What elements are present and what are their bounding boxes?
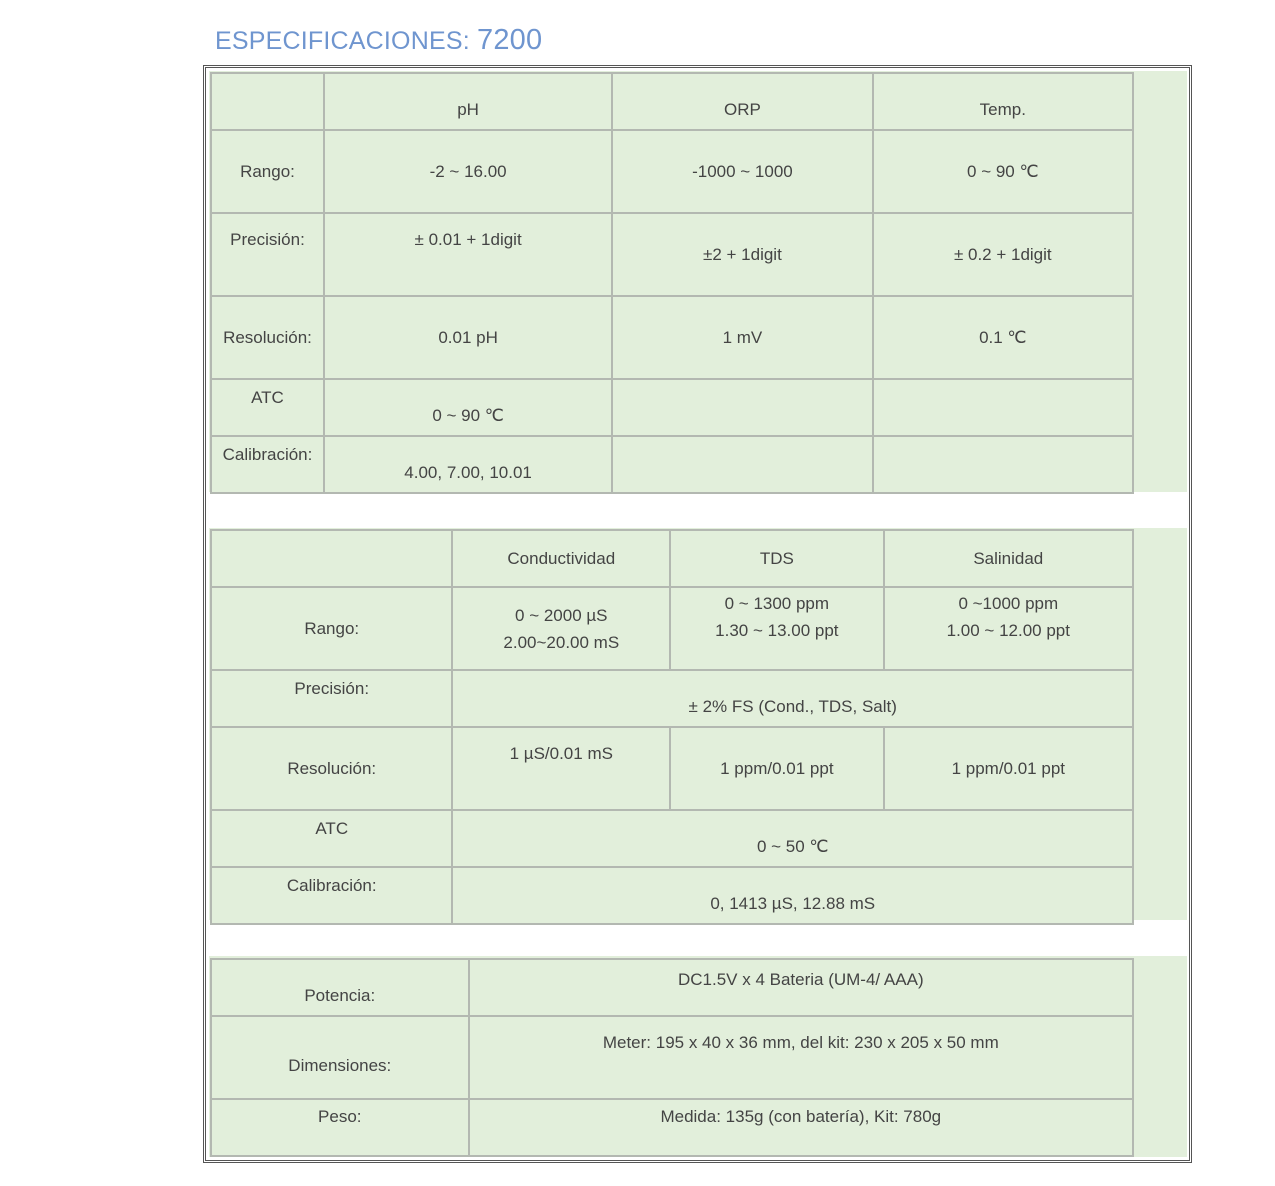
gap-1	[209, 492, 1187, 528]
cell-potencia: DC1.5V x 4 Bateria (UM-4/ AAA)	[469, 959, 1133, 1016]
table-row	[211, 587, 1133, 670]
table-row	[211, 296, 1133, 379]
table-row	[211, 130, 1133, 213]
header-empty	[211, 73, 324, 130]
cell-atc-all: 0 ~ 50 ℃	[452, 810, 1133, 867]
table-row	[211, 670, 1133, 727]
header-empty	[211, 530, 452, 587]
row-label-resolucion: Resolución:	[211, 727, 452, 810]
row-label-rango: Rango:	[211, 587, 452, 670]
cell-sal-resolucion: 1 ppm/0.01 ppt	[884, 727, 1133, 810]
table-row	[211, 213, 1133, 296]
row-label-precision: Precisión:	[211, 213, 324, 296]
cell-cond-resolucion: 1 µS/0.01 mS	[452, 727, 670, 810]
cell-line: 0 ~ 2000 µS	[515, 605, 608, 625]
table-row	[211, 1099, 1133, 1156]
cell-temp-atc	[873, 379, 1133, 436]
cell-orp-precision: ±2 + 1digit	[612, 213, 872, 296]
row-label-calibracion: Calibración:	[211, 867, 452, 924]
cell-calibracion-all: 0, 1413 µS, 12.88 mS	[452, 867, 1133, 924]
title-model: 7200	[477, 24, 543, 56]
table-header-row	[211, 530, 1133, 587]
cell-cond-rango	[452, 587, 670, 670]
row-label-precision: Precisión:	[211, 670, 452, 727]
header-orp: ORP	[612, 73, 872, 130]
cell-temp-calibracion	[873, 436, 1133, 493]
table-row	[211, 1016, 1133, 1099]
cell-line: 2.00~20.00 mS	[503, 632, 620, 652]
cell-temp-resolucion: 0.1 ℃	[873, 296, 1133, 379]
cell-line: 1.30 ~ 13.00 ppt	[715, 621, 839, 640]
table-header-row	[211, 73, 1133, 130]
cell-orp-calibracion	[612, 436, 872, 493]
row-label-dimensiones: Dimensiones:	[211, 1016, 469, 1099]
cell-ph-atc: 0 ~ 90 ℃	[324, 379, 612, 436]
cell-ph-resolucion: 0.01 pH	[324, 296, 612, 379]
cell-precision-all: ± 2% FS (Cond., TDS, Salt)	[452, 670, 1133, 727]
cell-tds-resolucion: 1 ppm/0.01 ppt	[670, 727, 884, 810]
title-prefix: ESPECIFICACIONES:	[215, 27, 470, 55]
cell-tds-rango	[670, 587, 884, 670]
table-general	[210, 958, 1134, 1157]
row-label-rango: Rango:	[211, 130, 324, 213]
row-label-peso: Peso:	[211, 1099, 469, 1156]
cell-line: 1.00 ~ 12.00 ppt	[946, 621, 1070, 640]
cell-temp-precision: ± 0.2 + 1digit	[873, 213, 1133, 296]
table-row	[211, 810, 1133, 867]
table-row	[211, 867, 1133, 924]
header-tds: TDS	[670, 530, 884, 587]
cell-sal-rango	[884, 587, 1133, 670]
cell-line: 0 ~ 1300 ppm	[724, 594, 830, 613]
header-conductividad: Conductividad	[452, 530, 670, 587]
table-row	[211, 436, 1133, 493]
cell-dimensiones: Meter: 195 x 40 x 36 mm, del kit: 230 x 205 x 50 mm	[469, 1016, 1133, 1099]
cell-orp-resolucion: 1 mV	[612, 296, 872, 379]
cell-ph-rango: -2 ~ 16.00	[324, 130, 612, 213]
table-row	[211, 959, 1133, 1016]
row-label-atc: ATC	[211, 810, 452, 867]
row-label-potencia: Potencia:	[211, 959, 469, 1016]
page-title	[215, 24, 542, 57]
cell-temp-rango: 0 ~ 90 ℃	[873, 130, 1133, 213]
cell-ph-calibracion: 4.00, 7.00, 10.01	[324, 436, 612, 493]
header-temp: Temp.	[873, 73, 1133, 130]
row-label-calibracion: Calibración:	[211, 436, 324, 493]
gap-2	[209, 920, 1187, 956]
header-ph: pH	[324, 73, 612, 130]
row-label-atc: ATC	[211, 379, 324, 436]
header-salinidad: Salinidad	[884, 530, 1133, 587]
row-label-resolucion: Resolución:	[211, 296, 324, 379]
table-row	[211, 379, 1133, 436]
table-row	[211, 727, 1133, 810]
cell-line: 0 ~1000 ppm	[958, 594, 1059, 613]
cell-ph-precision: ± 0.01 + 1digit	[324, 213, 612, 296]
table-cond-tds-sal	[210, 529, 1134, 925]
cell-orp-rango: -1000 ~ 1000	[612, 130, 872, 213]
table-ph-orp-temp	[210, 72, 1134, 494]
cell-orp-atc	[612, 379, 872, 436]
cell-peso: Medida: 135g (con batería), Kit: 780g	[469, 1099, 1133, 1156]
